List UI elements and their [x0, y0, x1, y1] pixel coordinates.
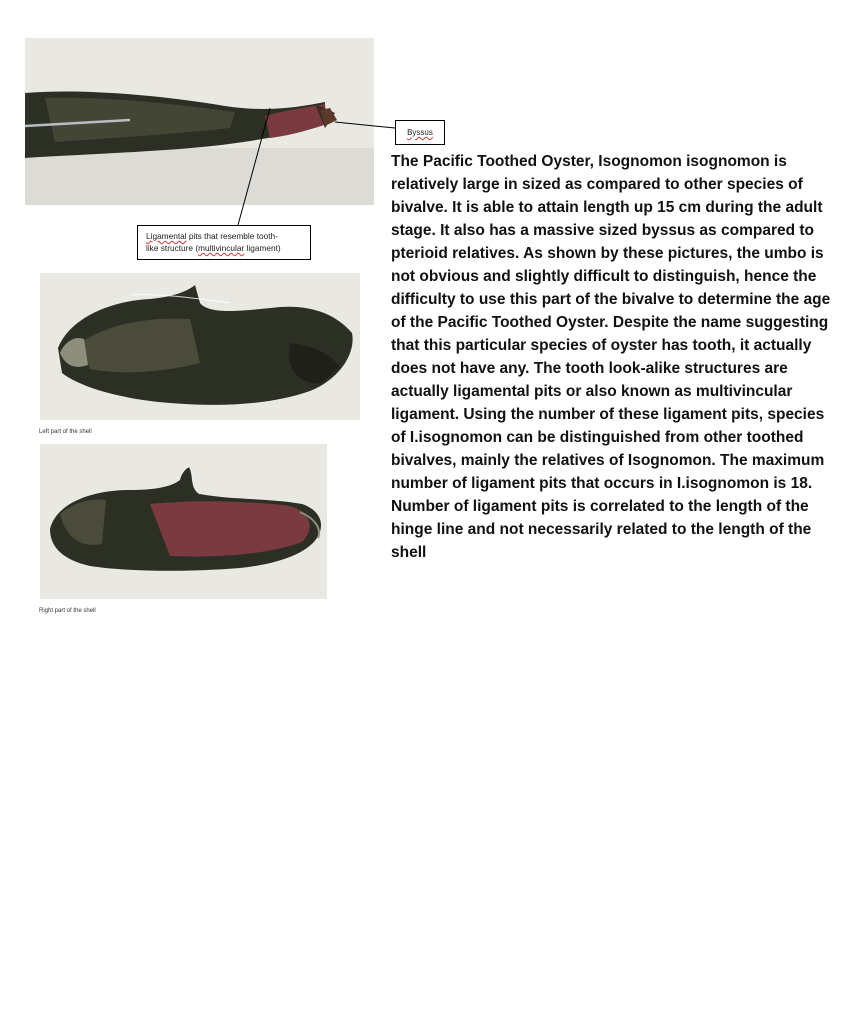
right-shell-photo: [40, 444, 327, 599]
right-shell-caption: Right part of the shell: [39, 608, 96, 614]
left-shell-caption: Left part of the shell: [39, 429, 92, 435]
shell-side-photo: [25, 38, 374, 205]
description-paragraph: The Pacific Toothed Oyster, Isognomon isognomon is relatively large in sized as compared to other species of bivalve. It is able to attain length up 15 cm during the adult stage. It also has a massive sized byssus as compared to pterioid relatives. As shown by these pictures, the umbo is not obvious and slightly difficult to distinguish, hence the difficulty to use this part of the bivalve to determine the age of the Pacific Toothed Oyster. Despite the name suggesting that this particular species of oyster has tooth, it actually does not have any. The tooth look-alike structures are actually ligamental pits or also known as multivincular ligament. Using the number of these ligament pits, species of I.isognomon can be distinguished from other toothed bivalves, mainly the relatives of Isognomon. The maximum number of ligament pits that occurs in I.isognomon is 18. Number of ligament pits is correlated to the length of the hinge line and not necessarily related to the length of the shell: [391, 153, 831, 561]
byssus-label: Byssus: [395, 120, 445, 145]
ligament-pits-label: Ligamental pits that resemble tooth- like structure (multivincular ligament): [137, 225, 311, 260]
left-shell-photo: [40, 273, 360, 420]
